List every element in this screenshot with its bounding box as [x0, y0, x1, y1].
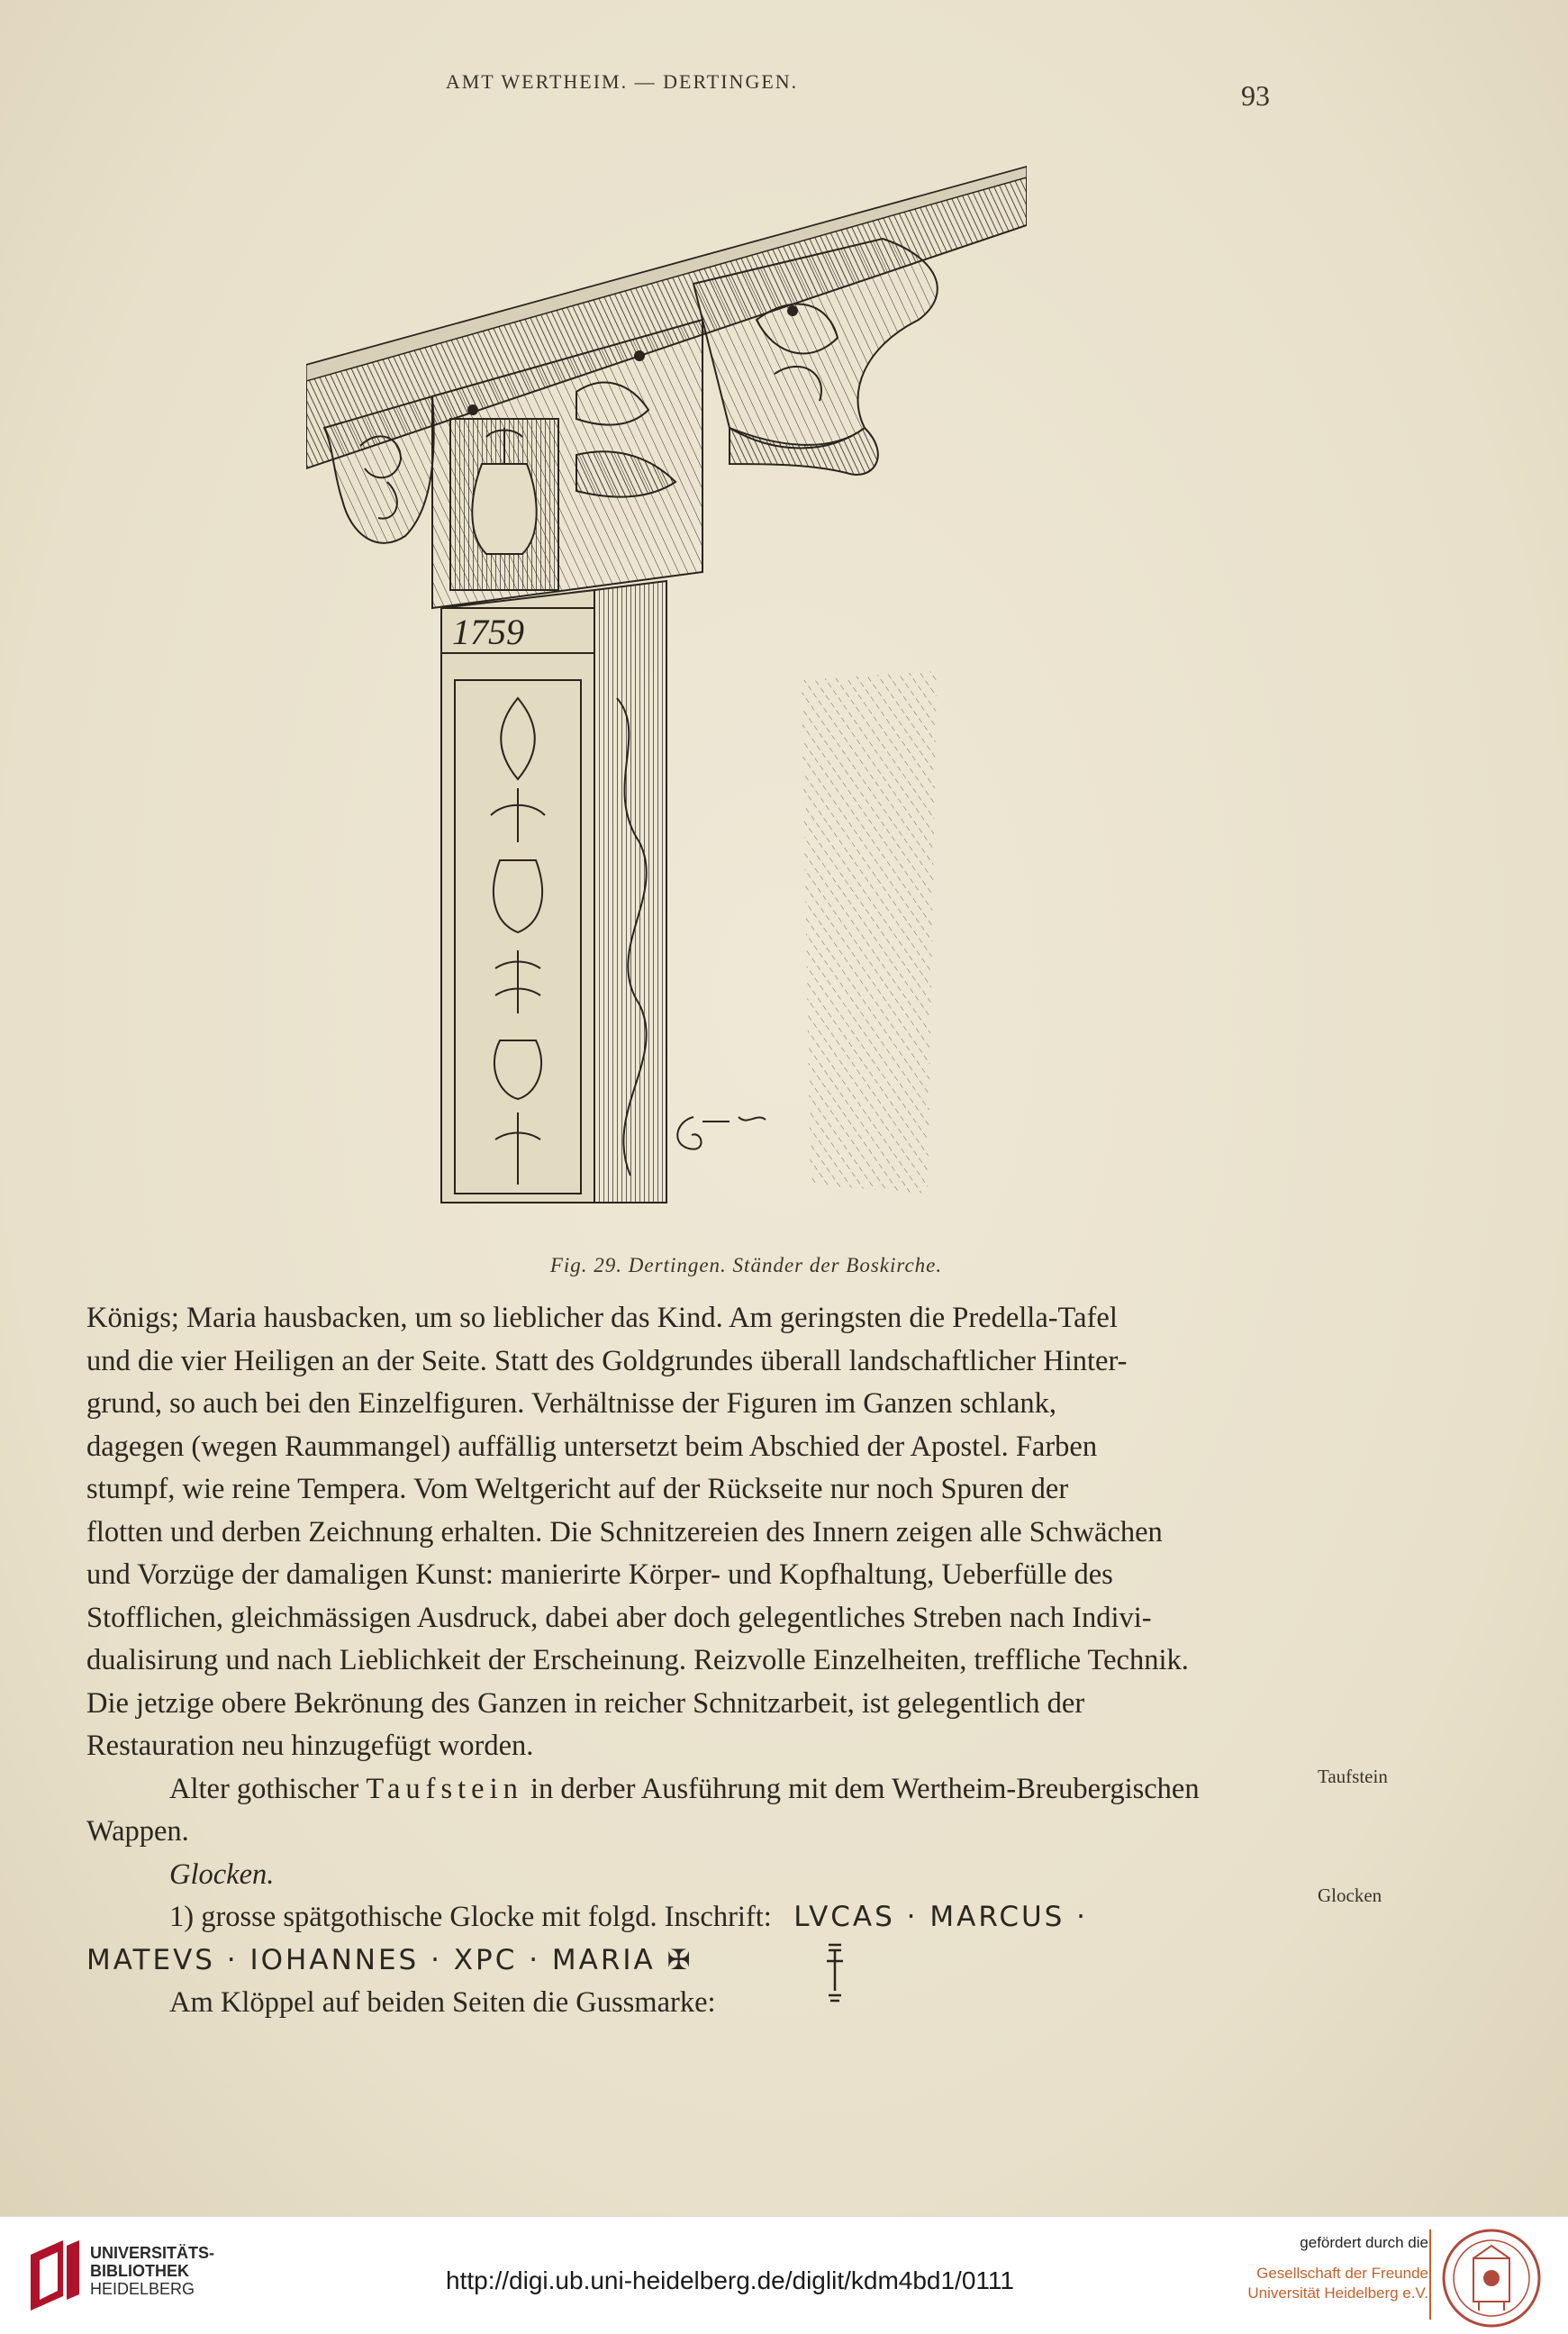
body-line: stumpf, wie reine Tempera. Vom Weltgericht auf der Rückseite nur noch Spuren der [86, 1473, 1069, 1505]
glocken-heading-text: Glocken. [169, 1857, 275, 1891]
running-title-text: AMT WERTHEIM. — DERTINGEN. [445, 70, 799, 93]
library-name-line: HEIDELBERG [90, 2280, 195, 2298]
body-line: und die vier Heiligen an der Seite. Statt des Goldgrundes überall landschaftlicher Hinter- [86, 1344, 1128, 1377]
footer-bar [0, 2216, 1568, 2334]
body-line: dagegen (wegen Raummangel) auffällig untersetzt beim Abschied der Apostel. Farben [86, 1430, 1098, 1463]
figure-caption [0, 1254, 1568, 1277]
sponsor-divider [1429, 2230, 1431, 2320]
bell-inscription-1: LVCAS · MARCUS · [793, 1901, 1089, 1933]
glocken-heading [86, 1854, 1272, 1897]
bell-inscription-line2 [86, 1939, 1272, 1983]
body-line: Stofflichen, gleichmässigen Ausdruck, dabei aber doch gelegentliches Streben nach Indivi- [86, 1601, 1152, 1634]
body-line: und Vorzüge der damaligen Kunst: manierirte Körper- und Kopfhaltung, Ueberfülle des [86, 1558, 1113, 1591]
carved-post-illustration [306, 158, 1027, 1248]
library-name-line: UNIVERSITÄTS- [90, 2244, 215, 2262]
bell-intro: 1) grosse spätgothische Glocke mit folgd. Inschrift: [169, 1901, 772, 1933]
margin-note-glocken: Glocken [1318, 1884, 1382, 1906]
sponsor-block [1247, 2233, 1428, 2303]
taufstein-after: in derber Ausführung mit dem Wertheim-Breubergischen [522, 1772, 1200, 1805]
kloeppel-paragraph: Am Klöppel auf beiden Seiten die Gussmarke: [169, 1986, 716, 2019]
figure-caption-text: Fig. 29. Dertingen. Ständer der Boskirche. [549, 1254, 943, 1276]
bell-paragraph [86, 1896, 1272, 1939]
sponsor-org-line: Gesellschaft der Freunde [1256, 2265, 1428, 2282]
body-line: dualisirung und nach Lieblichkeit der Erscheinung. Reizvolle Einzelheiten, treffliche Technik. [86, 1644, 1189, 1676]
library-name-line: BIBLIOTHEK [90, 2262, 189, 2280]
running-title [0, 70, 1568, 94]
body-line: flotten und derben Zeichnung erhalten. Die Schnitzereien des Innern zeigen alle Schwächen [86, 1515, 1163, 1548]
bell-inscription-2: MATEVS · IOHANNES · XPC · MARIA ✠ [86, 1943, 693, 1976]
gussmarke-icon [821, 1941, 848, 2004]
carved-date: 1759 [452, 612, 524, 652]
body-line: grund, so auch bei den Einzelfiguren. Verhältnisse der Figuren im Ganzen schlank, [86, 1387, 1057, 1420]
body-line: Königs; Maria hausbacken, um so lieblicher das Kind. Am geringsten die Predella-Tafel [86, 1302, 1118, 1334]
body-line: Restauration neu hinzugefügt worden. [86, 1730, 534, 1762]
body-text [86, 1297, 1272, 2025]
permalink-link[interactable]: http://digi.ub.uni-heidelberg.de/diglit/kdm4bd1/0111 [446, 2266, 1014, 2294]
sponsor-pre: gefördert durch die [1300, 2234, 1428, 2251]
taufstein-paragraph [86, 1768, 1272, 1812]
taufstein-keyword: Taufstein [366, 1772, 523, 1805]
university-seal-icon [1441, 2228, 1542, 2329]
sponsor-org-line: Universität Heidelberg e.V. [1247, 2284, 1428, 2302]
page-number: 93 [1241, 79, 1270, 112]
body-line: Die jetzige obere Bekrönung des Ganzen in reicher Schnitzarbeit, ist gelegentlich der [86, 1686, 1085, 1720]
taufstein-line2: Wappen. [86, 1815, 189, 1848]
taufstein-before: Alter gothischer [169, 1772, 367, 1805]
margin-note-taufstein: Taufstein [1318, 1766, 1388, 1787]
